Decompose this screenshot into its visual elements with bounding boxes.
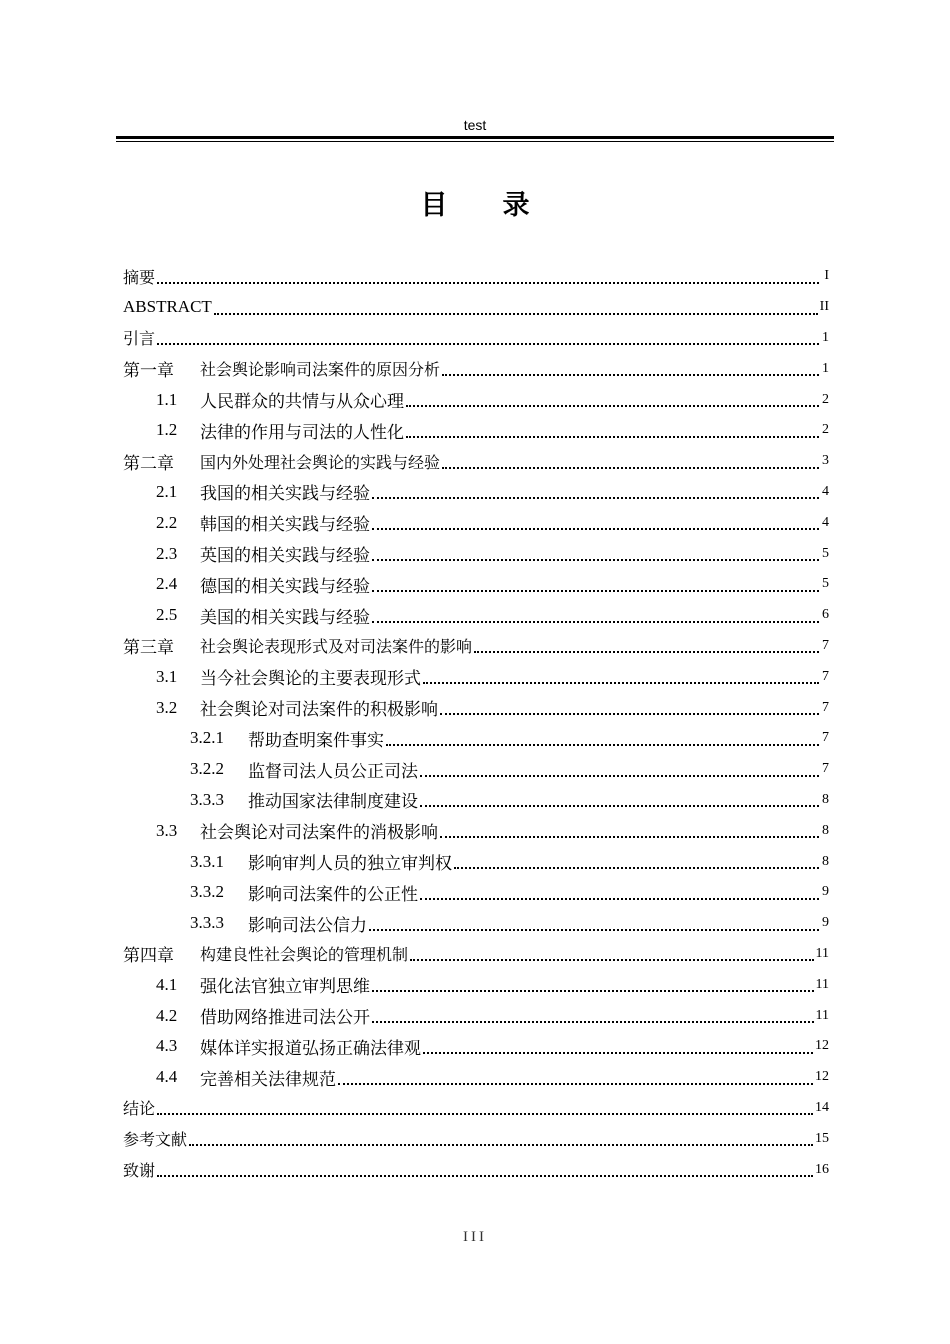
toc-dot-leader <box>372 989 814 992</box>
toc-entry-label: 推动国家法律制度建设 <box>248 792 418 812</box>
toc-entry[interactable] <box>123 261 829 292</box>
toc-entry-page: 4 <box>822 514 829 530</box>
toc-entry-page: I <box>824 268 829 284</box>
toc-entry-page: 7 <box>822 730 829 746</box>
toc-entry[interactable] <box>123 939 829 970</box>
toc-dot-leader <box>423 681 819 684</box>
toc-entry-number: 4.4 <box>156 1067 178 1087</box>
toc-entry-number: 3.3 <box>156 820 178 840</box>
toc-entry[interactable] <box>123 969 829 1000</box>
toc-entry-page: 12 <box>815 1069 829 1085</box>
toc-entry-number: 3.3.3 <box>190 913 224 933</box>
toc-entry-label: 监督司法人员公正司法 <box>248 761 418 781</box>
toc-entry-page: 3 <box>822 453 829 469</box>
toc-entry-label: 国内外处理社会舆论的实践与经验 <box>200 452 441 472</box>
toc-entry[interactable] <box>123 507 829 538</box>
toc-entry-label: 美国的相关实践与经验 <box>200 607 370 627</box>
toc-entry-label: 社会舆论对司法案件的消极影响 <box>200 823 438 843</box>
toc-entry[interactable] <box>123 323 829 354</box>
toc-dot-leader <box>157 1112 813 1115</box>
toc-entry-number: 第二章 <box>123 453 174 473</box>
toc-dot-leader <box>386 743 819 746</box>
toc-entry[interactable] <box>123 1062 829 1093</box>
toc-entry-page: 8 <box>822 822 829 838</box>
toc-entry-page: 14 <box>815 1099 829 1115</box>
toc-entry-label: 摘要 <box>123 267 156 287</box>
toc-entry-number: 2.5 <box>156 605 178 625</box>
running-header: test <box>463 117 487 133</box>
toc-entry-label: 社会舆论表现形式及对司法案件的影响 <box>200 637 473 657</box>
toc-dot-leader <box>420 897 819 900</box>
toc-entry[interactable] <box>123 353 829 384</box>
toc-entry-label: 完善相关法律规范 <box>200 1069 336 1089</box>
toc-entry-page: 5 <box>822 545 829 561</box>
toc-entry[interactable] <box>123 846 829 877</box>
toc-dot-leader <box>454 866 819 869</box>
toc-dot-leader <box>372 1020 814 1023</box>
toc-entry-page: 7 <box>822 699 829 715</box>
toc-dot-leader <box>157 281 819 284</box>
toc-entry[interactable] <box>123 477 829 508</box>
toc-dot-leader <box>442 466 819 469</box>
toc-entry-number: 3.3.3 <box>190 789 224 809</box>
toc-entry-label: 媒体详实报道弘扬正确法律观 <box>200 1038 421 1058</box>
header-rule-thin <box>116 141 834 142</box>
toc-entry[interactable] <box>123 754 829 785</box>
toc-entry[interactable] <box>123 631 829 662</box>
toc-entry-page: 7 <box>822 637 829 653</box>
toc-entry-page: 9 <box>822 884 829 900</box>
toc-entry-page: 11 <box>815 1007 829 1023</box>
toc-entry-label: 影响司法公信力 <box>248 915 367 935</box>
toc-dot-leader <box>369 928 819 931</box>
toc-entry-number: 3.2 <box>156 697 178 717</box>
toc-entry[interactable] <box>123 877 829 908</box>
toc-dot-leader <box>214 312 818 315</box>
toc-entry-page: 7 <box>822 761 829 777</box>
toc-entry-number: 3.3.1 <box>190 851 224 871</box>
toc-entry-label: 影响司法案件的公正性 <box>248 884 418 904</box>
toc-dot-leader <box>440 835 819 838</box>
toc-entry-label: 影响审判人员的独立审判权 <box>248 854 452 874</box>
toc-dot-leader <box>157 342 819 345</box>
toc-entry-label: 致谢 <box>123 1161 156 1180</box>
toc-dot-leader <box>372 558 819 561</box>
toc-entry-page: 1 <box>822 360 829 376</box>
toc-entry[interactable] <box>123 1031 829 1062</box>
toc-dot-leader <box>423 1051 813 1054</box>
toc-entry-number: 3.2.1 <box>190 728 224 748</box>
toc-entry-page: 11 <box>815 945 829 961</box>
toc-entry-page: 7 <box>822 668 829 684</box>
toc-entry-label: 社会舆论对司法案件的积极影响 <box>200 700 438 720</box>
toc-entry-label: 强化法官独立审判思维 <box>200 977 370 997</box>
toc-entry-number: 1.1 <box>156 389 178 409</box>
toc-entry-label: 我国的相关实践与经验 <box>200 484 370 504</box>
toc-entry-label: 引言 <box>123 329 156 349</box>
toc-entry-number: 1.2 <box>156 420 178 440</box>
table-of-contents <box>123 261 829 1185</box>
toc-entry[interactable] <box>123 692 829 723</box>
toc-entry-label: 参考文献 <box>123 1130 188 1150</box>
toc-entry[interactable] <box>123 785 829 816</box>
toc-dot-leader <box>440 712 819 715</box>
toc-entry-number: 2.1 <box>156 481 178 501</box>
toc-entry-label: ABSTRACT <box>123 297 212 317</box>
toc-entry-page: 5 <box>822 576 829 592</box>
toc-entry-number: 2.3 <box>156 543 178 563</box>
toc-entry-number: 4.3 <box>156 1036 178 1056</box>
header-rule-thick <box>116 136 834 139</box>
toc-entry-label: 借助网络推进司法公开 <box>200 1008 370 1028</box>
toc-entry-number: 第三章 <box>123 638 174 658</box>
toc-entry-number: 4.2 <box>156 1005 178 1025</box>
toc-entry-label: 构建良性社会舆论的管理机制 <box>200 945 409 965</box>
toc-dot-leader <box>410 958 814 961</box>
toc-dot-leader <box>372 589 819 592</box>
toc-entry-label: 帮助查明案件事实 <box>248 730 384 750</box>
toc-entry[interactable] <box>123 538 829 569</box>
toc-entry[interactable] <box>123 292 829 323</box>
toc-entry-number: 3.1 <box>156 666 178 686</box>
toc-entry-number: 4.1 <box>156 974 178 994</box>
toc-dot-leader <box>420 774 819 777</box>
toc-entry[interactable] <box>123 815 829 846</box>
toc-entry-page: 4 <box>822 483 829 499</box>
toc-entry[interactable] <box>123 1000 829 1031</box>
toc-dot-leader <box>157 1174 813 1177</box>
toc-dot-leader <box>372 527 819 530</box>
toc-dot-leader <box>338 1082 813 1085</box>
toc-entry-page: 11 <box>815 976 829 992</box>
toc-dot-leader <box>420 804 819 807</box>
toc-entry-label: 德国的相关实践与经验 <box>200 576 370 596</box>
toc-entry[interactable] <box>123 384 829 415</box>
toc-dot-leader <box>442 373 819 376</box>
toc-dot-leader <box>189 1143 813 1146</box>
toc-entry[interactable] <box>123 569 829 600</box>
toc-entry[interactable] <box>123 908 829 939</box>
toc-entry-page: 8 <box>822 791 829 807</box>
toc-entry-page: 16 <box>815 1161 829 1177</box>
page-title: 目录 <box>420 190 585 221</box>
toc-entry-label: 法律的作用与司法的人性化 <box>200 422 404 442</box>
toc-entry[interactable] <box>123 1123 829 1154</box>
toc-entry-page: 6 <box>822 607 829 623</box>
toc-entry-number: 2.4 <box>156 574 178 594</box>
toc-entry-number: 第四章 <box>123 946 174 966</box>
toc-entry[interactable] <box>123 1154 829 1185</box>
toc-dot-leader <box>406 435 819 438</box>
toc-entry-label: 结论 <box>123 1099 156 1119</box>
toc-entry-label: 社会舆论影响司法案件的原因分析 <box>200 360 441 380</box>
toc-entry[interactable] <box>123 600 829 631</box>
toc-entry[interactable] <box>123 723 829 754</box>
toc-entry-number: 3.3.2 <box>190 882 224 902</box>
toc-entry-page: 9 <box>822 915 829 931</box>
toc-dot-leader <box>474 650 819 653</box>
toc-entry[interactable] <box>123 1093 829 1124</box>
toc-entry-page: 12 <box>815 1038 829 1054</box>
toc-dot-leader <box>406 404 819 407</box>
toc-entry-label: 当今社会舆论的主要表现形式 <box>200 669 421 689</box>
toc-dot-leader <box>372 496 819 499</box>
toc-entry-label: 人民群众的共情与从众心理 <box>200 392 404 412</box>
toc-entry[interactable] <box>123 661 829 692</box>
toc-entry-page: II <box>819 299 829 315</box>
toc-dot-leader <box>372 620 819 623</box>
toc-entry-page: 2 <box>822 391 829 407</box>
toc-entry-number: 第一章 <box>123 361 174 381</box>
toc-entry-page: 1 <box>822 329 829 345</box>
toc-entry-page: 15 <box>815 1130 829 1146</box>
toc-entry-number: 2.2 <box>156 512 178 532</box>
toc-entry-label: 韩国的相关实践与经验 <box>200 515 370 535</box>
toc-entry-number: 3.2.2 <box>190 759 224 779</box>
toc-entry[interactable] <box>123 446 829 477</box>
toc-entry-page: 8 <box>822 853 829 869</box>
toc-entry[interactable] <box>123 415 829 446</box>
toc-entry-label: 英国的相关实践与经验 <box>200 546 370 566</box>
toc-entry-page: 2 <box>822 422 829 438</box>
footer-page-number: III <box>463 1229 487 1245</box>
